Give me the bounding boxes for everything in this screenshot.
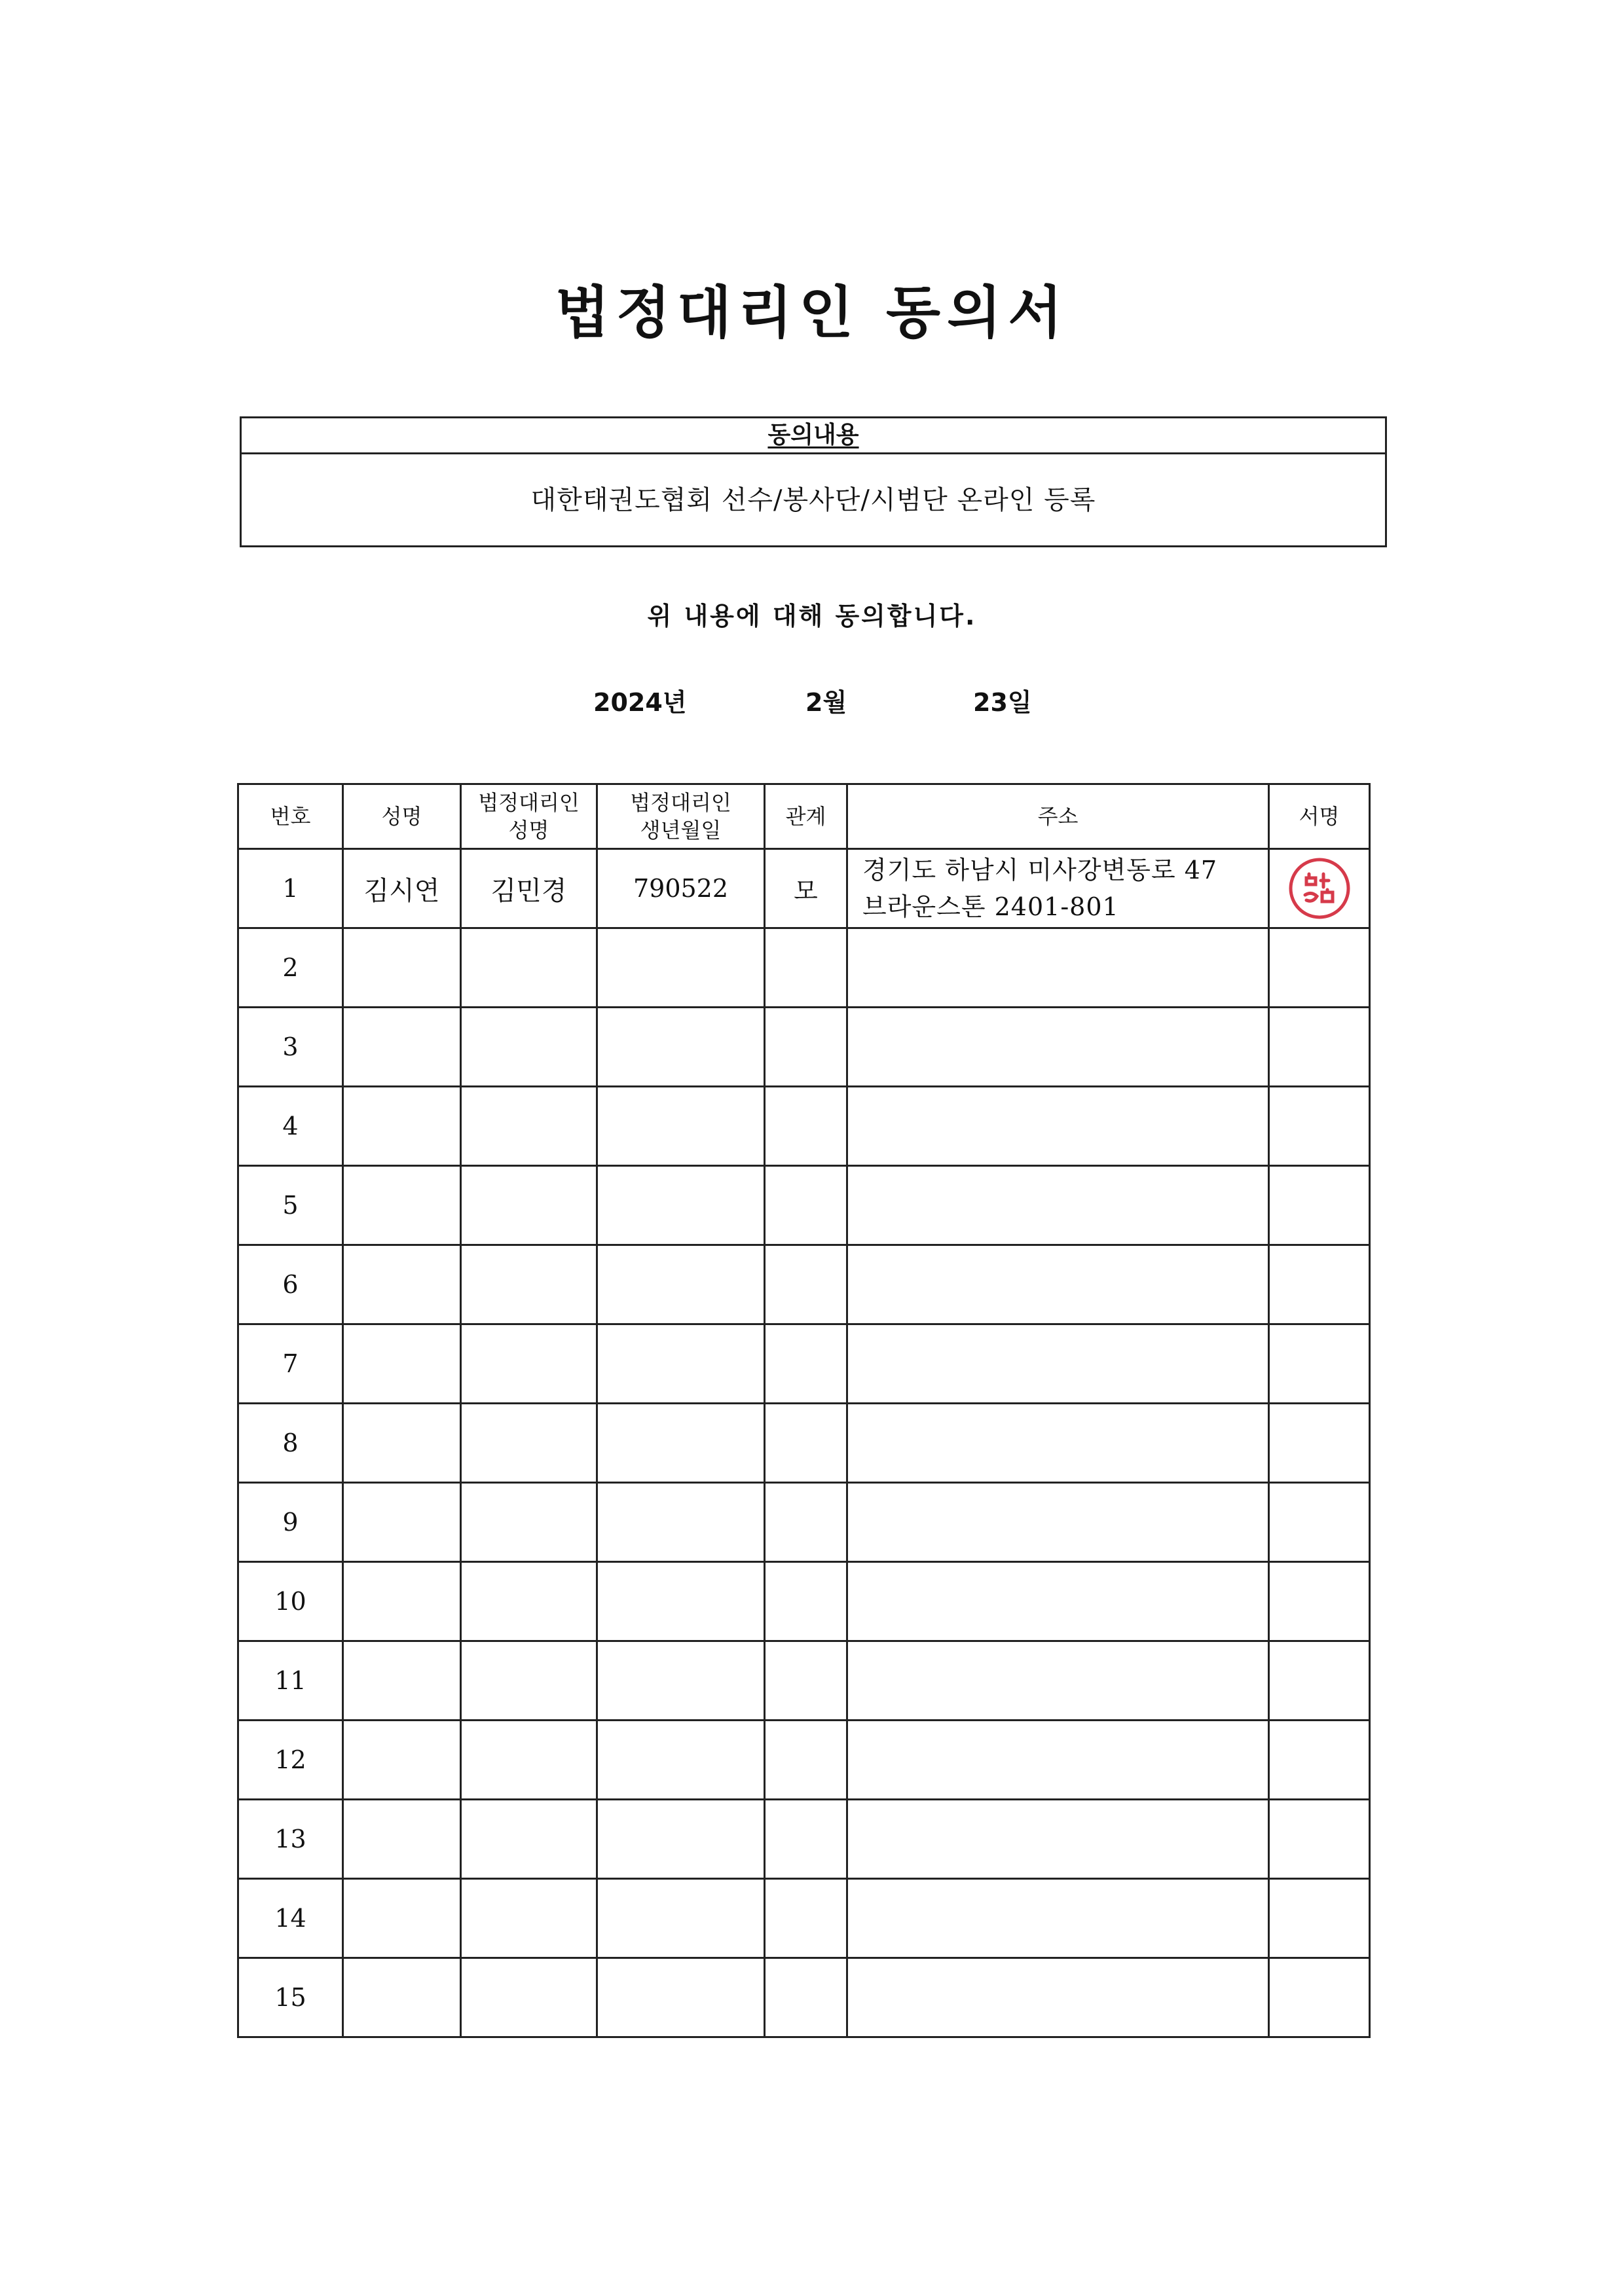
header-relation: 관계 [765,784,847,849]
table-row [238,1166,1370,1245]
row-name [343,1324,461,1404]
row-relation [765,1641,847,1721]
row-no: 5 [238,1166,343,1245]
row-signature [1269,1008,1370,1087]
row-guardian-birth [597,1958,765,2037]
row-address-line2: 브라운스톤 2401-801 [862,892,1119,921]
row-relation [765,1562,847,1641]
row-signature [1269,1879,1370,1958]
row-name [343,1800,461,1879]
row-address [847,1404,1269,1483]
row-guardian-name [461,1087,597,1166]
row-guardian-birth [597,1721,765,1800]
row-no: 1 [238,849,343,928]
row-signature [1269,849,1370,928]
consent-box [240,416,1387,547]
row-no: 11 [238,1641,343,1721]
date-year: 2024년 [593,688,687,717]
row-guardian-name [461,1166,597,1245]
row-no: 4 [238,1087,343,1166]
row-address [847,1166,1269,1245]
row-guardian-birth [597,1562,765,1641]
row-signature [1269,1958,1370,2037]
row-signature [1269,1721,1370,1800]
row-address [847,1483,1269,1562]
guardian-registry-table [237,783,1371,2038]
row-guardian-birth [597,1008,765,1087]
row-guardian-name: 김민경 [461,849,597,928]
row-address [847,1008,1269,1087]
row-guardian-birth [597,1245,765,1324]
row-name [343,1245,461,1324]
table-row [238,1245,1370,1324]
row-name [343,1483,461,1562]
seal-stamp-icon [1287,856,1352,921]
row-relation [765,1958,847,2037]
row-no: 10 [238,1562,343,1641]
row-address [847,1958,1269,2037]
row-no: 8 [238,1404,343,1483]
row-guardian-name [461,1245,597,1324]
row-signature [1269,1324,1370,1404]
table-row [238,1721,1370,1800]
table-row [238,1958,1370,2037]
consent-header [242,418,1385,454]
row-address [847,1879,1269,1958]
row-relation [765,1008,847,1087]
consent-header-label: 동의내용 [767,422,859,448]
header-no: 번호 [238,784,343,849]
header-signature: 서명 [1269,784,1370,849]
header-name: 성명 [343,784,461,849]
row-guardian-name [461,1324,597,1404]
consent-body: 대한태권도협회 선수/봉사단/시범단 온라인 등록 [530,485,1096,515]
row-name [343,1879,461,1958]
row-no: 3 [238,1008,343,1087]
row-signature [1269,1166,1370,1245]
row-relation [765,1087,847,1166]
table-row [238,1008,1370,1087]
row-no: 12 [238,1721,343,1800]
row-guardian-name [461,1008,597,1087]
row-no: 13 [238,1800,343,1879]
row-guardian-birth [597,928,765,1008]
table-row [238,1800,1370,1879]
table-row [238,1879,1370,1958]
table-body [238,849,1370,2037]
row-no: 6 [238,1245,343,1324]
row-signature [1269,1641,1370,1721]
row-name: 김시연 [343,849,461,928]
row-guardian-name [461,928,597,1008]
table-row [238,1562,1370,1641]
table-row [238,1087,1370,1166]
row-relation [765,1324,847,1404]
row-name [343,928,461,1008]
row-guardian-name [461,1562,597,1641]
row-guardian-birth [597,1800,765,1879]
row-relation [765,1879,847,1958]
row-address [847,1087,1269,1166]
row-relation [765,928,847,1008]
row-relation [765,1245,847,1324]
row-name [343,1641,461,1721]
row-address [847,1324,1269,1404]
row-signature [1269,1800,1370,1879]
row-address [847,849,1269,928]
row-signature [1269,1245,1370,1324]
row-address [847,1641,1269,1721]
row-signature [1269,1562,1370,1641]
row-no: 7 [238,1324,343,1404]
row-guardian-birth: 790522 [597,849,765,928]
row-name [343,1721,461,1800]
row-guardian-name [461,1641,597,1721]
row-guardian-birth [597,1166,765,1245]
header-guardian-name-line2: 성명 [508,818,549,843]
row-relation [765,1483,847,1562]
agree-statement: 위 내용에 대해 동의합니다. [647,602,977,630]
row-guardian-birth [597,1324,765,1404]
row-relation: 모 [765,849,847,928]
row-guardian-name [461,1483,597,1562]
row-address [847,1562,1269,1641]
table-header-row [238,784,1370,849]
row-guardian-name [461,1721,597,1800]
row-guardian-name [461,1404,597,1483]
row-name [343,1958,461,2037]
row-signature [1269,1087,1370,1166]
row-name [343,1562,461,1641]
row-address [847,1245,1269,1324]
row-relation [765,1721,847,1800]
row-no: 2 [238,928,343,1008]
row-guardian-birth [597,1404,765,1483]
table-row [238,928,1370,1008]
date-month: 2월 [805,688,847,717]
row-guardian-name [461,1800,597,1879]
row-signature [1269,1483,1370,1562]
row-name [343,1166,461,1245]
header-address: 주소 [847,784,1269,849]
header-guardian-birth [597,784,765,849]
table-row [238,1324,1370,1404]
header-guardian-birth-line1: 법정대리인 [630,790,731,815]
header-guardian-birth-line2: 생년월일 [640,818,722,843]
row-name [343,1008,461,1087]
row-relation [765,1166,847,1245]
table-row [238,1641,1370,1721]
row-signature [1269,928,1370,1008]
row-address [847,1721,1269,1800]
row-signature [1269,1404,1370,1483]
table-row [238,849,1370,928]
header-guardian-name [461,784,597,849]
row-address-line1: 경기도 하남시 미사강변동로 47 [862,856,1218,884]
row-guardian-name [461,1879,597,1958]
row-guardian-birth [597,1087,765,1166]
row-address [847,1800,1269,1879]
table-row [238,1404,1370,1483]
row-name [343,1404,461,1483]
row-guardian-birth [597,1879,765,1958]
row-no: 14 [238,1879,343,1958]
row-address [847,928,1269,1008]
date-day: 23일 [973,688,1032,717]
table-row [238,1483,1370,1562]
row-no: 9 [238,1483,343,1562]
header-guardian-name-line1: 법정대리인 [478,790,580,815]
row-guardian-birth [597,1641,765,1721]
row-guardian-name [461,1958,597,2037]
row-guardian-birth [597,1483,765,1562]
row-relation [765,1800,847,1879]
row-no: 15 [238,1958,343,2037]
document-title: 법정대리인 동의서 [555,280,1069,346]
row-name [343,1087,461,1166]
row-relation [765,1404,847,1483]
